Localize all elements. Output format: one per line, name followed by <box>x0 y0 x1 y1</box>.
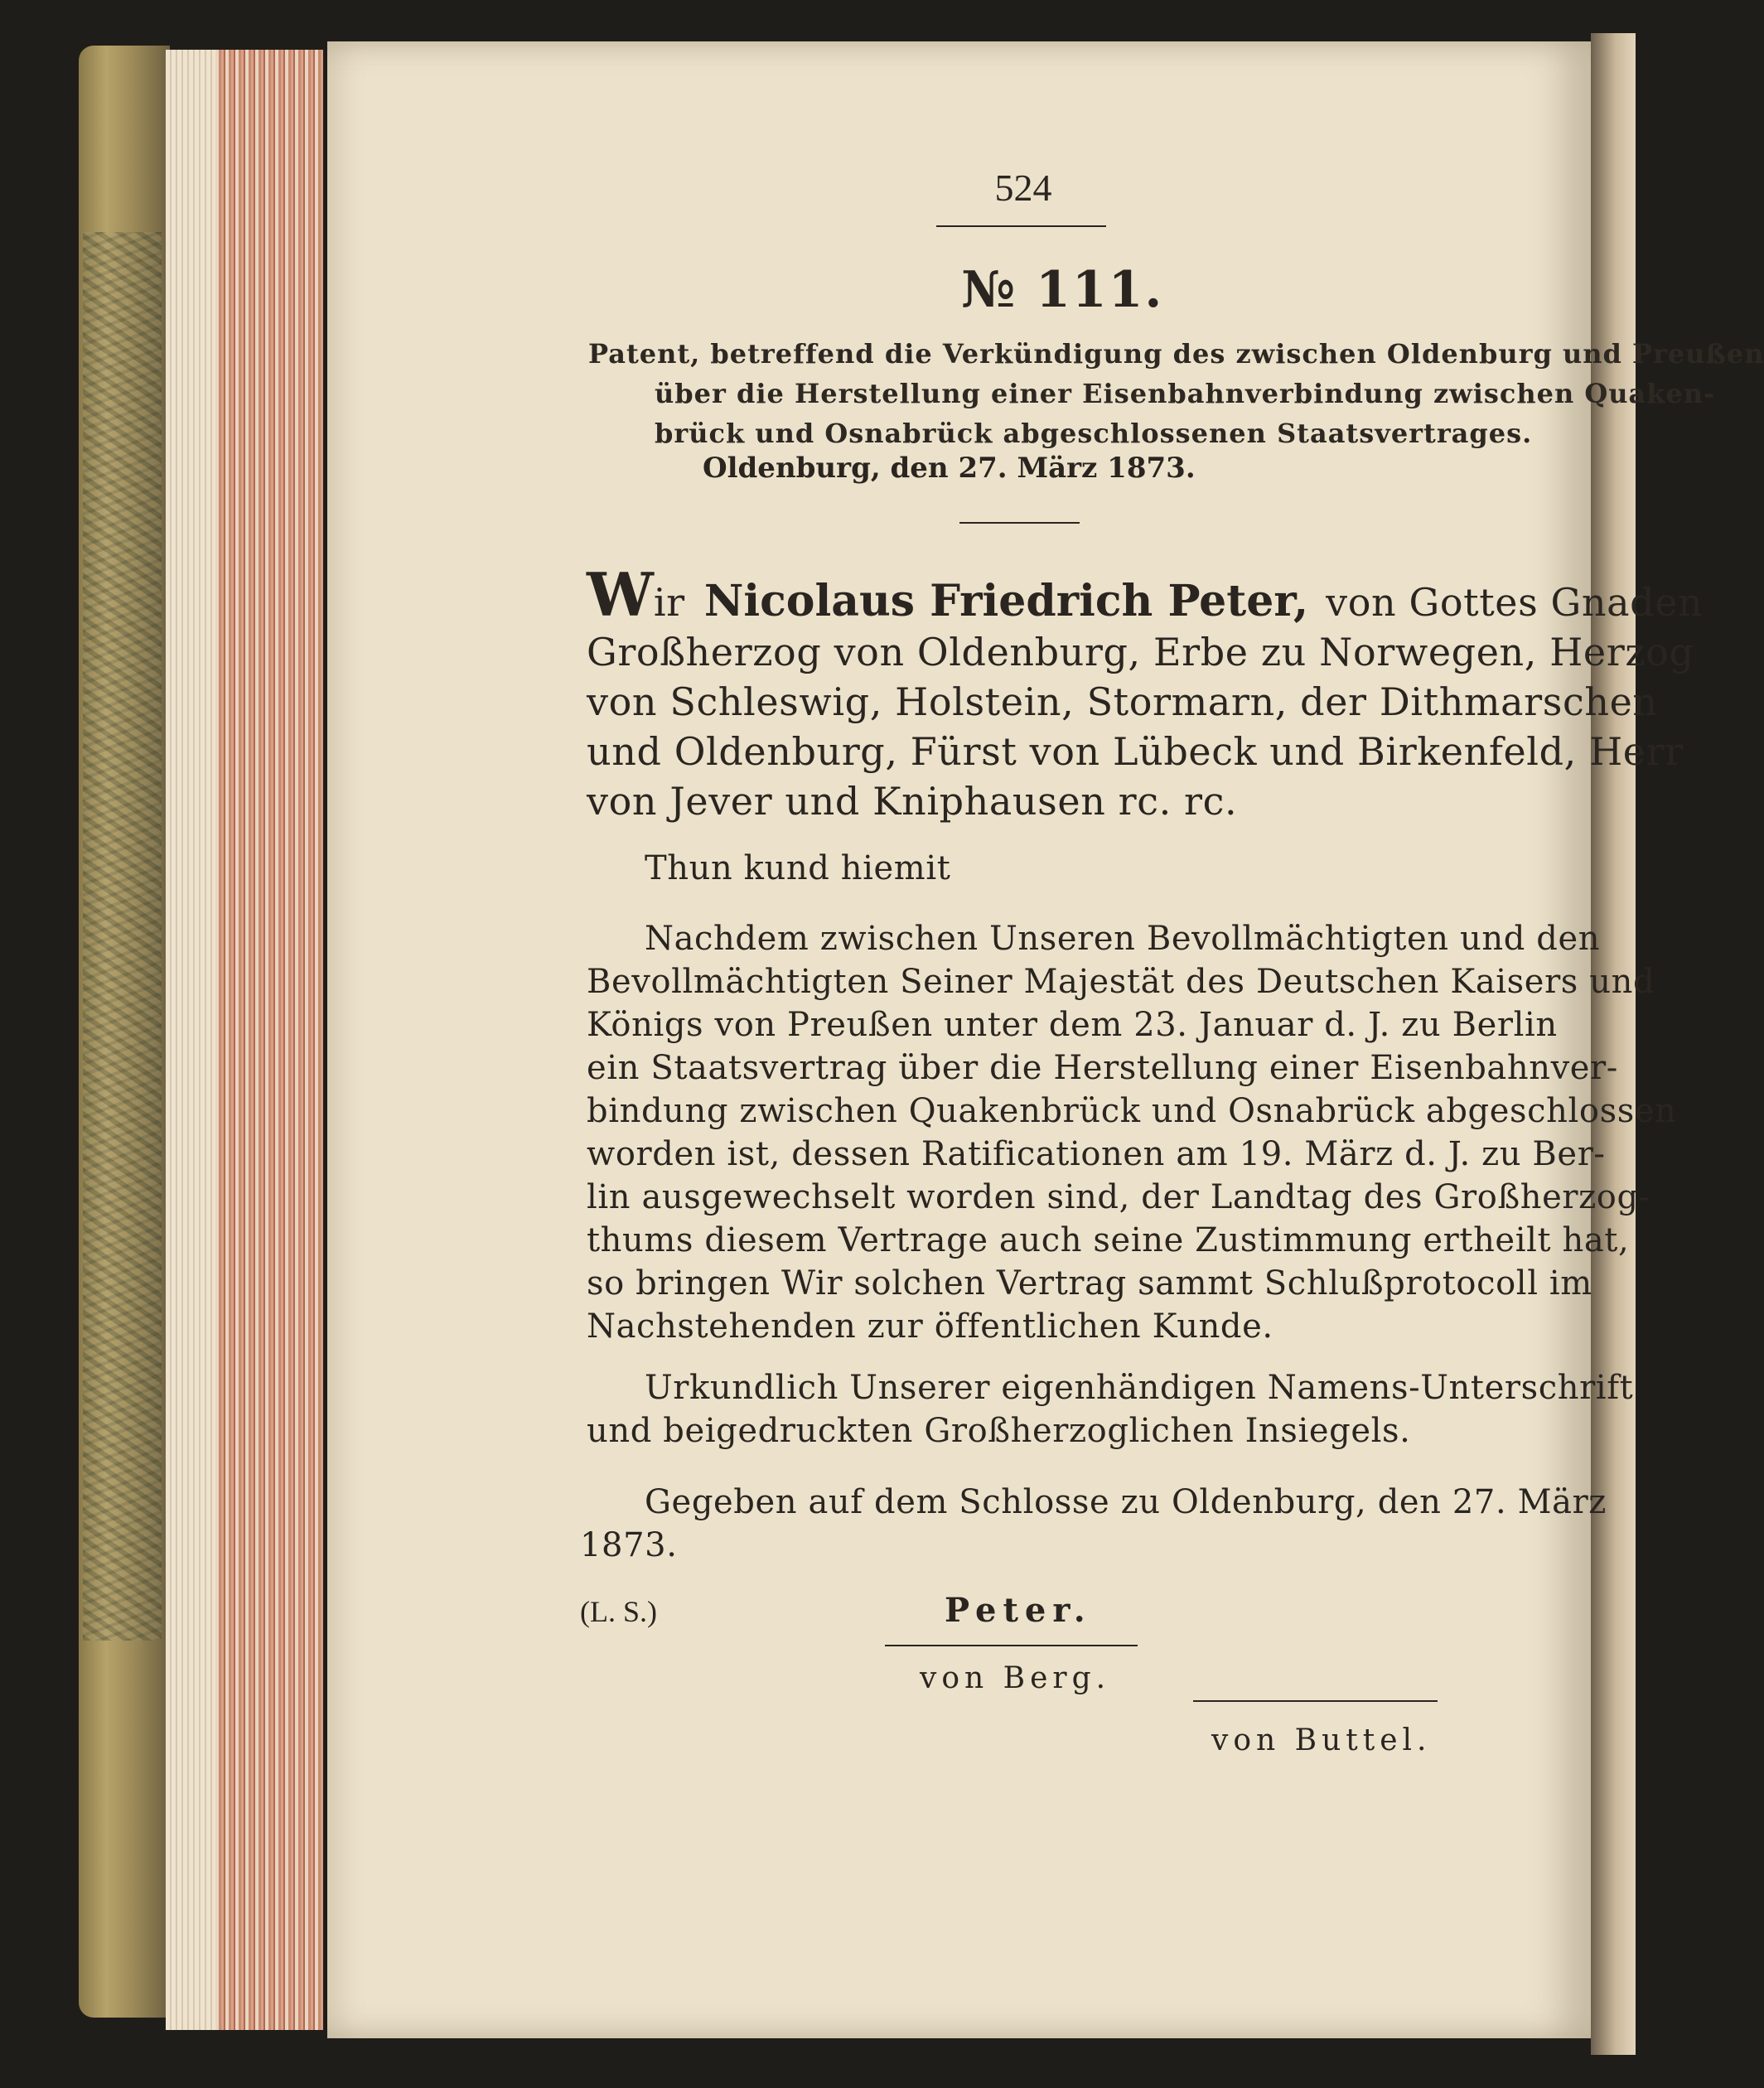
page-edges-light <box>166 50 215 2030</box>
signature-third: von Buttel. <box>1211 1723 1432 1757</box>
para1-line-9: so bringen Wir solchen Vertrag sammt Schlußprotocoll im <box>587 1264 1592 1303</box>
book-gutter <box>1591 33 1636 2055</box>
signature-rule-2 <box>1193 1700 1438 1702</box>
seal-mark: (L. S.) <box>580 1595 657 1628</box>
para1-line-1: Nachdem zwischen Unseren Bevollmächtigten und den <box>645 920 1601 958</box>
intro-line-3: von Schleswig, Holstein, Stormarn, der Dithmarschen <box>587 679 1658 724</box>
page-number: 524 <box>994 167 1052 209</box>
intro-line-2: Großherzog von Oldenburg, Erbe zu Norwegen, Herzog <box>587 630 1694 674</box>
para1-line-8: thums diesem Vertrage auch seine Zustimmung ertheilt hat, <box>587 1221 1630 1259</box>
para3-line-1: Gegeben auf dem Schlosse zu Oldenburg, den 27. März <box>645 1483 1607 1521</box>
marbled-cover-pattern <box>83 232 162 1641</box>
para1-line-6: worden ist, dessen Ratificationen am 19. März d. J. zu Ber- <box>587 1135 1606 1173</box>
intro-first-word: ir <box>653 580 685 625</box>
para1-line-2: Bevollmächtigten Seiner Majestät des Deutschen Kaisers und <box>587 963 1655 1001</box>
intro-line-5: von Jever und Kniphausen rc. rc. <box>587 779 1238 824</box>
para2-line-2: und beigedruckten Großherzoglichen Insiegels. <box>587 1412 1411 1450</box>
section-divider <box>959 522 1080 524</box>
para1-line-3: Königs von Preußen unter dem 23. Januar d. J. zu Berlin <box>587 1006 1558 1044</box>
para1-line-10: Nachstehenden zur öffentlichen Kunde. <box>587 1307 1273 1346</box>
place-date: Oldenburg, den 27. März 1873. <box>703 452 1196 485</box>
document-number: № 111. <box>961 261 1164 319</box>
initial-letter: W <box>587 559 654 630</box>
para1-line-4: ein Staatsvertrag über die Herstellung einer Eisenbahnver- <box>587 1049 1618 1087</box>
subtitle-line-3: brück und Osnabrück abgeschlossenen Staatsvertrages. <box>655 418 1533 449</box>
signature-rule-1 <box>885 1645 1138 1646</box>
intro-line-4: und Oldenburg, Fürst von Lübeck und Birkenfeld, Herr <box>587 729 1684 774</box>
signature-main: Peter. <box>945 1591 1092 1630</box>
para1-line-5: bindung zwischen Quakenbrück und Osnabrück abgeschlossen <box>587 1092 1677 1130</box>
intro-first-line-tail: von Gottes Gnaden <box>1326 580 1704 625</box>
intro-first-line <box>587 559 1703 630</box>
para1-line-7: lin ausgewechselt worden sind, der Landtag des Großherzog- <box>587 1178 1650 1216</box>
para3-line-2: 1873. <box>580 1526 678 1564</box>
subtitle-line-1: Patent, betreffend die Verkündigung des zwischen Oldenburg und Preußen <box>588 338 1764 370</box>
proclamation: Thun kund hiemit <box>645 849 951 887</box>
sovereign-name: Nicolaus Friedrich Peter, <box>703 576 1309 626</box>
page-number-rule <box>936 225 1106 227</box>
para2-line-1: Urkundlich Unserer eigenhändigen Namens-Unterschrift <box>645 1369 1634 1407</box>
subtitle-line-2: über die Herstellung einer Eisenbahnverbindung zwischen Quaken- <box>655 378 1716 409</box>
signature-second: von Berg. <box>920 1661 1111 1695</box>
